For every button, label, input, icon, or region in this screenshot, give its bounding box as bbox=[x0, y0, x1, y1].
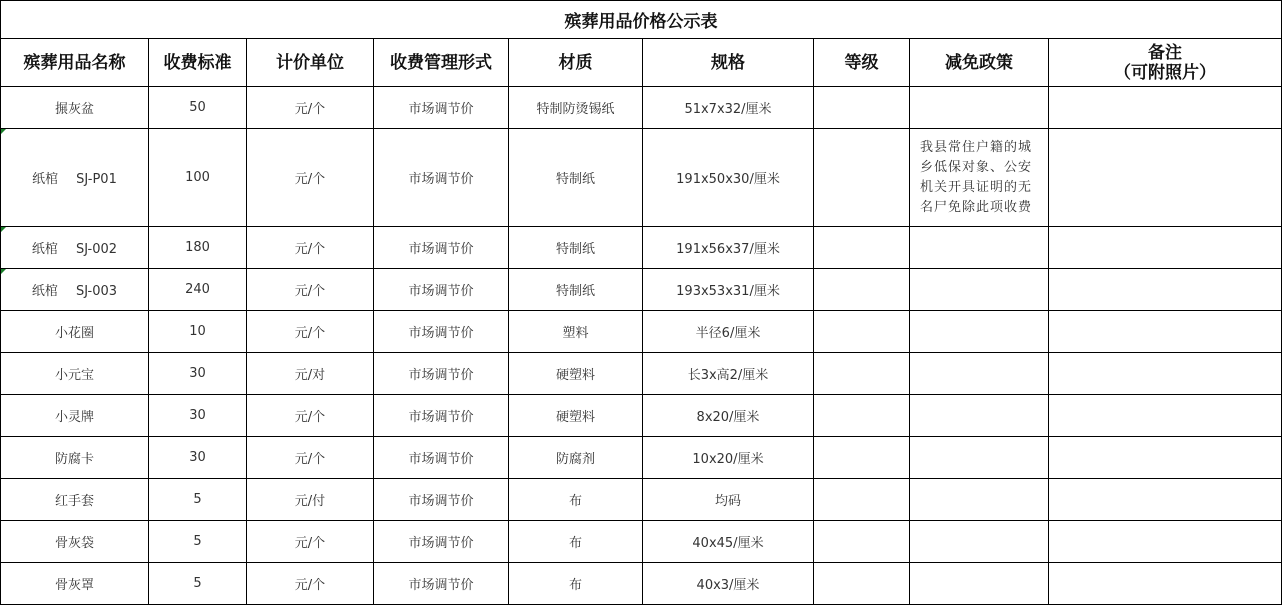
mgmt-cell[interactable]: 市场调节价 bbox=[374, 353, 509, 395]
unit-cell[interactable]: 元/个 bbox=[247, 395, 374, 437]
unit-cell[interactable]: 元/个 bbox=[247, 563, 374, 605]
header-grade[interactable]: 等级 bbox=[814, 39, 910, 87]
remark-cell[interactable] bbox=[1049, 87, 1282, 129]
mgmt-cell[interactable]: 市场调节价 bbox=[374, 227, 509, 269]
unit-cell[interactable]: 元/付 bbox=[247, 479, 374, 521]
header-unit[interactable]: 计价单位 bbox=[247, 39, 374, 87]
table-row bbox=[1, 227, 1282, 269]
table-row bbox=[1, 521, 1282, 563]
item-name: 小花圈 bbox=[54, 326, 94, 341]
item-name: 红手套 bbox=[54, 494, 94, 509]
mgmt-cell[interactable]: 市场调节价 bbox=[374, 87, 509, 129]
mgmt-cell[interactable]: 市场调节价 bbox=[374, 395, 509, 437]
material-cell[interactable]: 硬塑料 bbox=[509, 353, 643, 395]
item-name: 骨灰罩 bbox=[54, 578, 94, 593]
table-row bbox=[1, 87, 1282, 129]
remark-cell[interactable] bbox=[1049, 353, 1282, 395]
table-row bbox=[1, 129, 1282, 227]
remark-cell[interactable] bbox=[1049, 521, 1282, 563]
price-cell[interactable]: 180 bbox=[149, 227, 247, 269]
remark-cell[interactable] bbox=[1049, 311, 1282, 353]
material-cell[interactable]: 硬塑料 bbox=[509, 395, 643, 437]
spec-cell[interactable]: 10x20/厘米 bbox=[643, 437, 814, 479]
spec-cell[interactable]: 长3x高2/厘米 bbox=[643, 353, 814, 395]
name-cell[interactable] bbox=[1, 395, 149, 437]
header-spec[interactable]: 规格 bbox=[643, 39, 814, 87]
unit-cell[interactable]: 元/个 bbox=[247, 87, 374, 129]
name-cell[interactable] bbox=[1, 311, 149, 353]
price-cell[interactable]: 10 bbox=[149, 311, 247, 353]
remark-cell[interactable] bbox=[1049, 563, 1282, 605]
item-code: SJ-P01 bbox=[76, 172, 117, 187]
header-mgmt[interactable]: 收费管理形式 bbox=[374, 39, 509, 87]
item-name: 搌灰盆 bbox=[54, 102, 94, 117]
header-row bbox=[1, 39, 1282, 87]
remark-cell[interactable] bbox=[1049, 437, 1282, 479]
policy-cell[interactable] bbox=[910, 479, 1049, 521]
grade-cell[interactable] bbox=[814, 87, 910, 129]
header-policy[interactable]: 减免政策 bbox=[910, 39, 1049, 87]
policy-cell[interactable] bbox=[910, 227, 1049, 269]
grade-cell[interactable] bbox=[814, 129, 910, 227]
name-cell[interactable] bbox=[1, 269, 149, 311]
table-row bbox=[1, 353, 1282, 395]
table-row bbox=[1, 269, 1282, 311]
name-cell[interactable] bbox=[1, 563, 149, 605]
price-cell[interactable]: 5 bbox=[149, 563, 247, 605]
mgmt-cell[interactable]: 市场调节价 bbox=[374, 311, 509, 353]
title-row bbox=[1, 1, 1282, 39]
mgmt-cell[interactable]: 市场调节价 bbox=[374, 129, 509, 227]
mgmt-cell[interactable]: 市场调节价 bbox=[374, 563, 509, 605]
table-row bbox=[1, 437, 1282, 479]
table-row bbox=[1, 395, 1282, 437]
spec-cell[interactable]: 均码 bbox=[643, 479, 814, 521]
material-cell[interactable]: 特制纸 bbox=[509, 227, 643, 269]
price-cell[interactable]: 5 bbox=[149, 479, 247, 521]
table-title[interactable]: 殡葬用品价格公示表 bbox=[1, 1, 1282, 39]
price-cell[interactable]: 50 bbox=[149, 87, 247, 129]
spec-cell[interactable]: 40x3/厘米 bbox=[643, 563, 814, 605]
unit-cell[interactable]: 元/个 bbox=[247, 269, 374, 311]
header-remark[interactable] bbox=[1049, 39, 1282, 87]
name-cell[interactable] bbox=[1, 129, 149, 227]
unit-cell[interactable]: 元/个 bbox=[247, 311, 374, 353]
mgmt-cell[interactable]: 市场调节价 bbox=[374, 437, 509, 479]
table-row bbox=[1, 311, 1282, 353]
item-name: 骨灰袋 bbox=[54, 536, 94, 551]
item-name: 纸棺 bbox=[31, 284, 58, 299]
price-cell[interactable]: 30 bbox=[149, 353, 247, 395]
name-cell[interactable] bbox=[1, 87, 149, 129]
grade-cell[interactable] bbox=[814, 269, 910, 311]
table-row bbox=[1, 563, 1282, 605]
policy-cell[interactable] bbox=[910, 563, 1049, 605]
name-cell[interactable] bbox=[1, 479, 149, 521]
price-cell[interactable]: 100 bbox=[149, 129, 247, 227]
header-remark-line2: （可附照片） bbox=[1114, 62, 1216, 83]
grade-cell[interactable] bbox=[814, 479, 910, 521]
policy-cell[interactable] bbox=[910, 269, 1049, 311]
item-code: SJ-003 bbox=[75, 284, 118, 299]
header-remark-line1: 备注 bbox=[1148, 42, 1182, 63]
unit-cell[interactable]: 元/个 bbox=[247, 129, 374, 227]
header-material[interactable]: 材质 bbox=[509, 39, 643, 87]
grade-cell[interactable] bbox=[814, 227, 910, 269]
spec-cell[interactable]: 193x53x31/厘米 bbox=[643, 269, 814, 311]
price-cell[interactable]: 240 bbox=[149, 269, 247, 311]
header-name[interactable]: 殡葬用品名称 bbox=[1, 39, 149, 87]
unit-cell[interactable]: 元/个 bbox=[247, 227, 374, 269]
material-cell[interactable]: 布 bbox=[509, 563, 643, 605]
material-cell[interactable]: 布 bbox=[509, 479, 643, 521]
spec-cell[interactable]: 191x56x37/厘米 bbox=[643, 227, 814, 269]
material-cell[interactable]: 防腐剂 bbox=[509, 437, 643, 479]
material-cell[interactable]: 塑料 bbox=[509, 311, 643, 353]
name-cell[interactable] bbox=[1, 227, 149, 269]
item-code: SJ-002 bbox=[75, 242, 118, 257]
item-name: 防腐卡 bbox=[54, 452, 94, 467]
material-cell[interactable]: 特制纸 bbox=[509, 129, 643, 227]
unit-cell[interactable]: 元/对 bbox=[247, 353, 374, 395]
name-cell[interactable] bbox=[1, 353, 149, 395]
policy-cell[interactable] bbox=[910, 437, 1049, 479]
policy-cell[interactable] bbox=[910, 353, 1049, 395]
name-cell[interactable] bbox=[1, 437, 149, 479]
price-cell[interactable]: 30 bbox=[149, 437, 247, 479]
remark-cell[interactable] bbox=[1049, 269, 1282, 311]
grade-cell[interactable] bbox=[814, 521, 910, 563]
grade-cell[interactable] bbox=[814, 353, 910, 395]
remark-cell[interactable] bbox=[1049, 129, 1282, 227]
item-name: 小元宝 bbox=[54, 368, 94, 383]
table-row bbox=[1, 479, 1282, 521]
mgmt-cell[interactable]: 市场调节价 bbox=[374, 269, 509, 311]
remark-cell[interactable] bbox=[1049, 479, 1282, 521]
header-price[interactable]: 收费标准 bbox=[149, 39, 247, 87]
name-cell[interactable] bbox=[1, 521, 149, 563]
unit-cell[interactable]: 元/个 bbox=[247, 437, 374, 479]
spec-cell[interactable]: 51x7x32/厘米 bbox=[643, 87, 814, 129]
spec-cell[interactable]: 8x20/厘米 bbox=[643, 395, 814, 437]
mgmt-cell[interactable]: 市场调节价 bbox=[374, 479, 509, 521]
item-name: 纸棺 bbox=[31, 242, 58, 257]
policy-cell[interactable] bbox=[910, 311, 1049, 353]
grade-cell[interactable] bbox=[814, 563, 910, 605]
grade-cell[interactable] bbox=[814, 311, 910, 353]
item-name: 纸棺 bbox=[32, 172, 59, 187]
policy-cell[interactable] bbox=[910, 87, 1049, 129]
spec-cell[interactable]: 半径6/厘米 bbox=[643, 311, 814, 353]
policy-cell[interactable] bbox=[910, 521, 1049, 563]
spec-cell[interactable]: 191x50x30/厘米 bbox=[643, 129, 814, 227]
unit-cell[interactable]: 元/个 bbox=[247, 521, 374, 563]
material-cell[interactable]: 特制纸 bbox=[509, 269, 643, 311]
grade-cell[interactable] bbox=[814, 437, 910, 479]
price-cell[interactable]: 5 bbox=[149, 521, 247, 563]
grade-cell[interactable] bbox=[814, 395, 910, 437]
material-cell[interactable]: 特制防烫锡纸 bbox=[509, 87, 643, 129]
policy-cell[interactable]: 我县常住户籍的城乡低保对象、公安机关开具证明的无名尸免除此项收费 bbox=[910, 129, 1049, 227]
remark-cell[interactable] bbox=[1049, 395, 1282, 437]
policy-cell[interactable] bbox=[910, 395, 1049, 437]
material-cell[interactable]: 布 bbox=[509, 521, 643, 563]
spec-cell[interactable]: 40x45/厘米 bbox=[643, 521, 814, 563]
remark-cell[interactable] bbox=[1049, 227, 1282, 269]
price-cell[interactable]: 30 bbox=[149, 395, 247, 437]
item-name: 小灵牌 bbox=[54, 410, 94, 425]
mgmt-cell[interactable]: 市场调节价 bbox=[374, 521, 509, 563]
